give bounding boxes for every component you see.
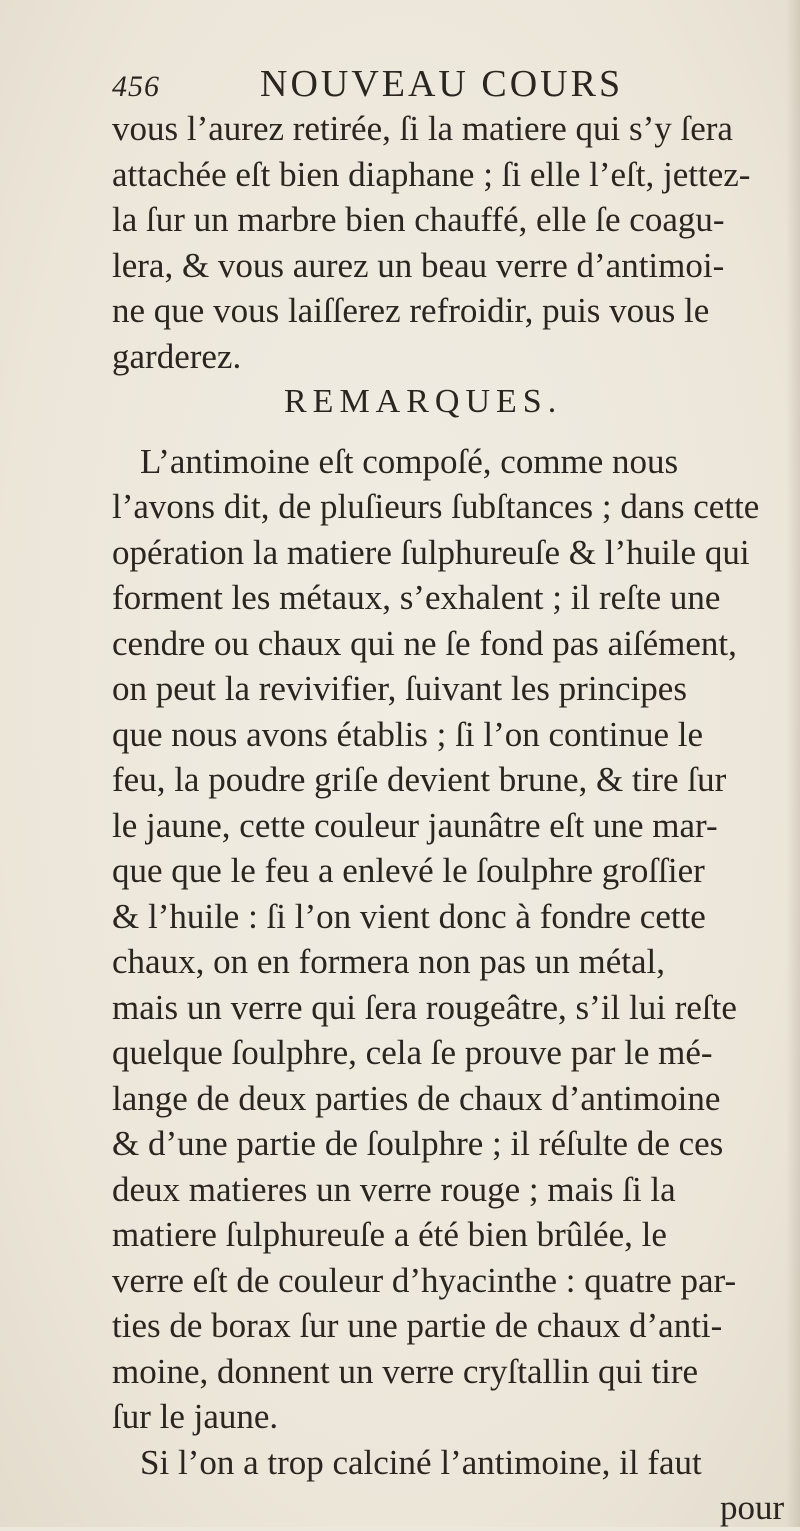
text-line: cendre ou chaux qui ne ſe fond pas aiſément, bbox=[112, 623, 737, 663]
text-line: que que le feu a enlevé le ſoulphre groſſier bbox=[112, 851, 705, 890]
text-line: mais un verre qui ſera rougeâtre, s’il lui reſte bbox=[112, 987, 737, 1027]
text-line: & d’une partie de ſoulphre ; il réſulte de ces bbox=[112, 1124, 724, 1163]
text-line: deux matieres un verre rouge ; mais ſi la bbox=[112, 1169, 676, 1209]
text-line: & l’huile : ſi l’on vient donc à fondre cette bbox=[112, 896, 706, 936]
text-line: quelque ſoulphre, cela ſe prouve par le mé- bbox=[112, 1033, 713, 1072]
text-line: matiere ſulphureuſe a été bien brûlée, le bbox=[112, 1215, 667, 1254]
text-line: attachée eſt bien diaphane ; ſi elle l’eſt, jettez- bbox=[112, 154, 751, 194]
body-text bbox=[112, 106, 800, 1531]
text-line: la ſur un marbre bien chauffé, elle ſe coagu- bbox=[112, 200, 725, 239]
running-head bbox=[112, 62, 752, 110]
page-number: 456 bbox=[112, 70, 160, 103]
text-line: moine, donnent un verre cryſtallin qui tire bbox=[112, 1351, 699, 1391]
section-heading: REMARQUES. bbox=[284, 383, 563, 420]
text-line: forment les métaux, s’exhalent ; il reſte une bbox=[112, 578, 721, 617]
text-line: ſur le jaune. bbox=[112, 1397, 279, 1436]
text-line: feu, la poudre griſe devient brune, & tire ſur bbox=[112, 760, 727, 799]
text-line: vous l’aurez retirée, ſi la matiere qui s’y ſera bbox=[112, 109, 733, 148]
text-line: ne que vous laiſſerez refroidir, puis vous le bbox=[112, 291, 710, 330]
text-line: le jaune, cette couleur jaunâtre eſt une mar- bbox=[112, 805, 718, 845]
text-line: que nous avons établis ; ſi l’on continue le bbox=[112, 714, 704, 754]
text-line: Si l’on a trop calciné l’antimoine, il faut bbox=[140, 1442, 702, 1482]
text-line: L’antimoine eſt compoſé, comme nous bbox=[140, 441, 679, 481]
running-title: NOUVEAU COURS bbox=[260, 63, 624, 105]
text-line: ties de borax ſur une partie de chaux d’anti- bbox=[112, 1306, 723, 1345]
text-line: garderez. bbox=[112, 336, 242, 376]
catchword: pour bbox=[720, 1488, 785, 1527]
text-line: lera, & vous aurez un beau verre d’antimoi- bbox=[112, 245, 725, 285]
text-line: lange de deux parties de chaux d’antimoine bbox=[112, 1078, 721, 1118]
text-line: opération la matiere ſulphureuſe & l’huile qui bbox=[112, 532, 750, 572]
text-line: on peut la revivifier, ſuivant les principes bbox=[112, 669, 687, 708]
text-line: verre eſt de couleur d’hyacinthe : quatre par- bbox=[112, 1260, 737, 1300]
text-line: l’avons dit, de pluſieurs ſubſtances ; dans cette bbox=[112, 487, 760, 526]
text-line: chaux, on en formera non pas un métal, bbox=[112, 942, 666, 981]
